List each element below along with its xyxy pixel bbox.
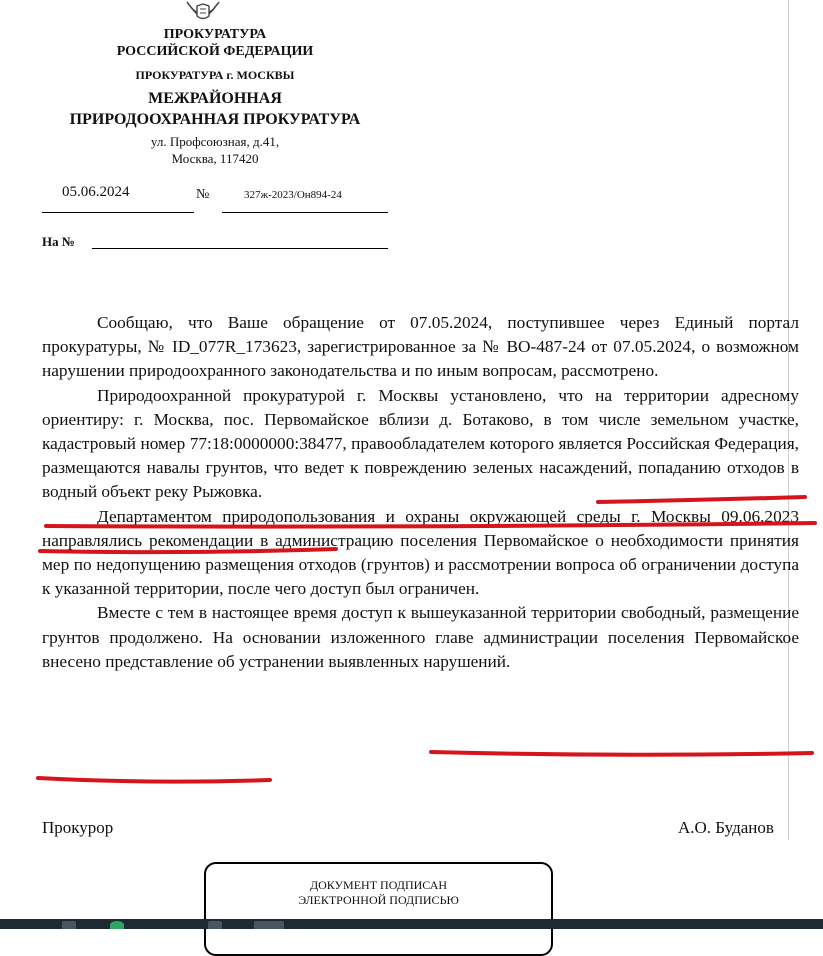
registration-number: 327ж-2023/Он894-24 xyxy=(244,189,342,201)
org-line-1: ПРОКУРАТУРА xyxy=(163,27,267,42)
number-sign: № xyxy=(196,187,210,202)
p2-text: Природоохранной прокуратурой г. Москвы установлено, что на территории адресному ориентиру: г. Москва, пос. Первомайское вблизи д. Ботаково, в том числе земельном участке, кадастровый номер 77:18:0000000:38477, правообладателем которого является Российская Федерация, xyxy=(42,385,799,454)
highlighted-finding: размещаются навалы грунтов, что ведет к повреждению зеленых насаждений, попаданию отходов в водный объект реку Рыжовка xyxy=(42,458,799,502)
highlighted-action: внесено представление об устранении выявленных нарушений xyxy=(42,651,507,671)
dept-line-1: МЕЖРАЙОННАЯ xyxy=(148,90,282,107)
signature-role: Прокурор xyxy=(42,818,114,837)
red-underline-2 xyxy=(46,523,815,527)
taskbar-window-icon[interactable] xyxy=(208,921,222,929)
city-prosecutor-line: ПРОКУРАТУРА г. МОСКВЫ xyxy=(135,68,295,82)
dept-line-2: ПРИРОДООХРАННАЯ ПРОКУРАТУРА xyxy=(69,111,361,128)
red-underline-3 xyxy=(40,549,336,552)
stamp-line-1: ДОКУМЕНТ ПОДПИСАН xyxy=(309,878,448,892)
address-line-1: ул. Профсоюзная, д.41, xyxy=(150,134,280,149)
red-underline-1 xyxy=(598,497,805,502)
red-underline-5 xyxy=(38,778,270,782)
org-line-2: РОССИЙСКОЙ ФЕДЕРАЦИИ xyxy=(116,44,314,59)
taskbar-browser-icon[interactable] xyxy=(110,921,124,929)
p4-text: Вместе с тем в настоящее время доступ к вышеуказанной территории свободный, размещение грунтов продолжено. На основании изложенного главе администрации поселения Первомайское xyxy=(42,603,799,647)
stamp-line-2: ЭЛЕКТРОННОЙ ПОДПИСЬЮ xyxy=(298,893,459,907)
p4-end: . xyxy=(506,651,511,671)
address-line-2: Москва, 117420 xyxy=(171,151,259,166)
taskbar xyxy=(0,919,823,929)
electronic-signature-stamp xyxy=(204,862,553,956)
paragraph-1: Сообщаю, что Ваше обращение от 07.05.2024, поступившее через Единый портал прокуратуры, № ID_077R_173623, зарегистрированное за № ВО-487-24 от 07.05.2024, о возможном нарушении природоохранного законодательства и по иным вопросам, рассмотрено. xyxy=(42,313,799,381)
document-date: 05.06.2024 xyxy=(62,184,130,200)
taskbar-file-icon[interactable] xyxy=(254,921,284,929)
p2-end: . xyxy=(257,482,263,502)
red-underline-4 xyxy=(431,752,812,755)
taskbar-app-icon[interactable] xyxy=(62,921,76,929)
paragraph-3: Департаментом природопользования и охраны окружающей среды г. Москвы 09.06.2023 направлялись рекомендации в администрацию поселения Первомайское о необходимости принятия мер по недопущению размещения отходов (грунтов) и рассмотрении вопроса об ограничении доступа к указанной территории, после чего доступ был ограничен. xyxy=(42,506,799,599)
reply-to-label: На № xyxy=(42,234,75,249)
signature-name: А.О. Буданов xyxy=(678,818,774,837)
